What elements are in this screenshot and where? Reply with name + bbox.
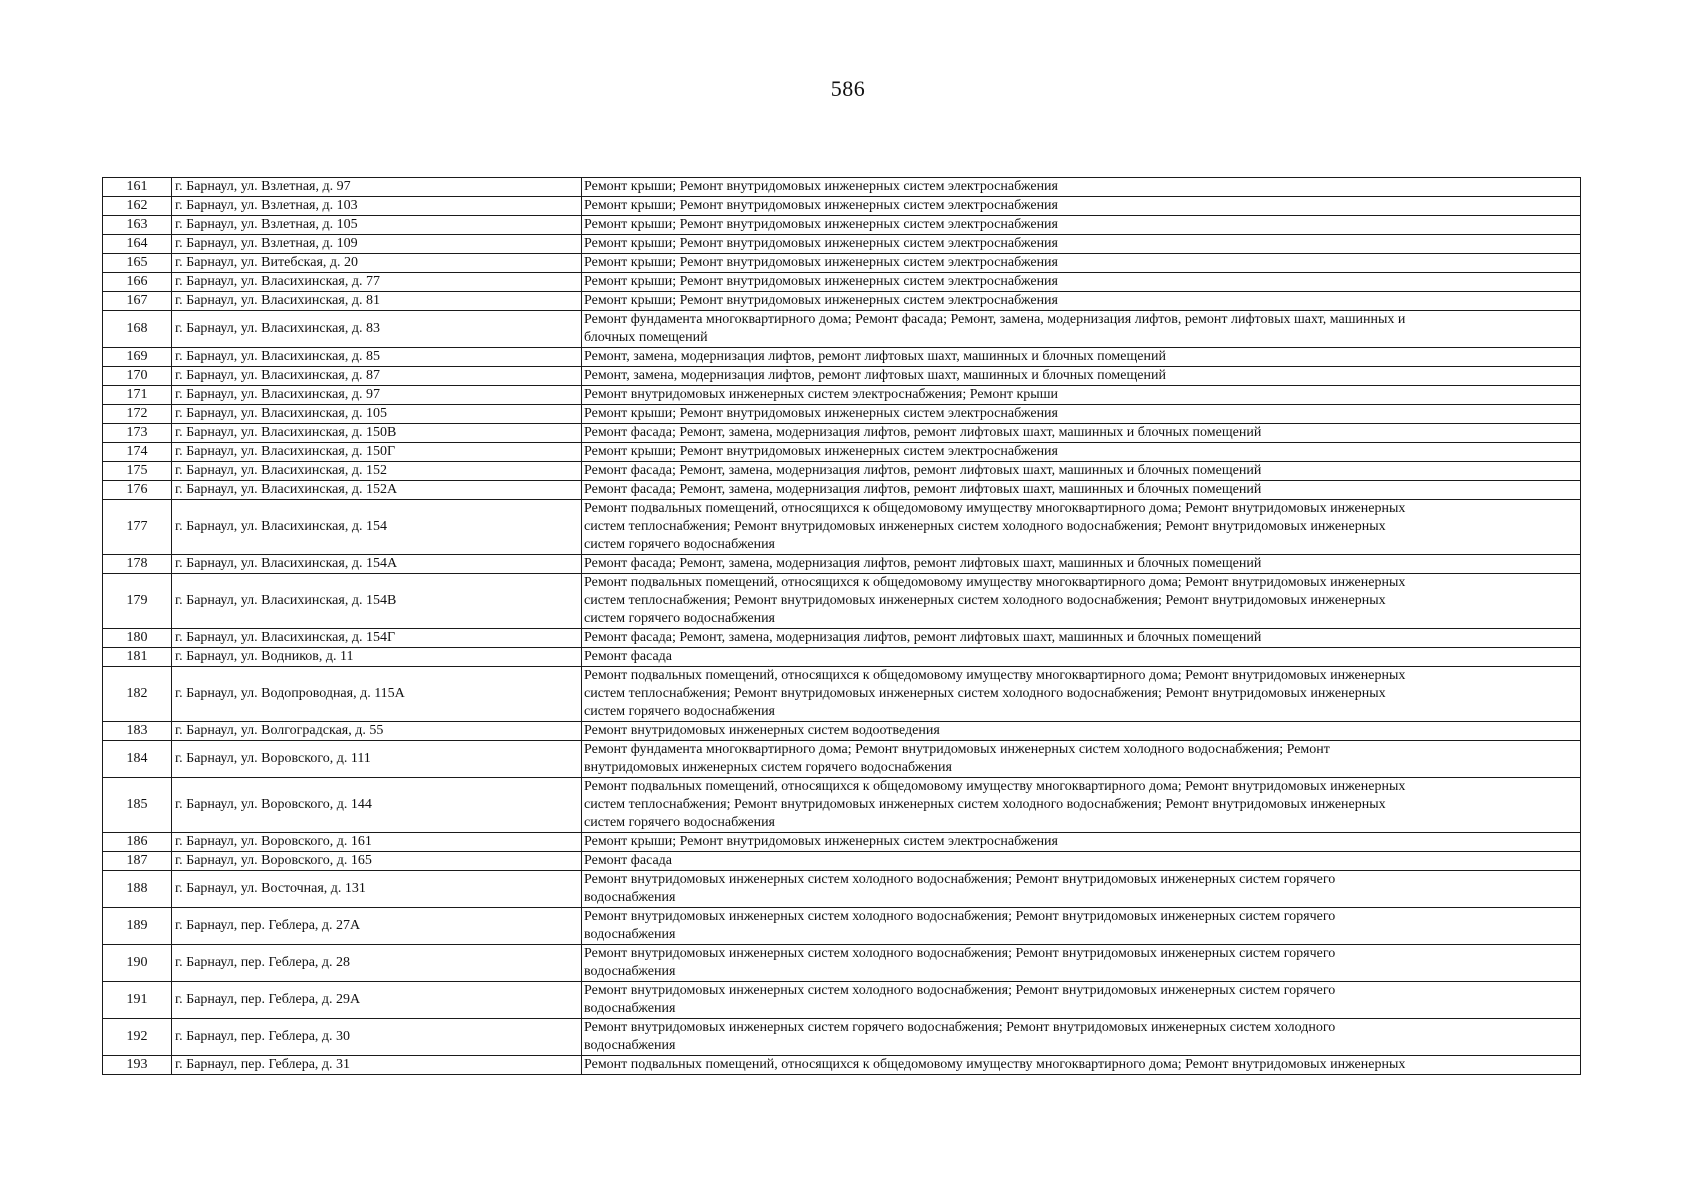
address-cell: г. Барнаул, ул. Взлетная, д. 105 [172,216,582,235]
address-cell: г. Барнаул, пер. Геблера, д. 28 [172,945,582,982]
row-number: 174 [103,443,172,462]
works-cell [582,982,1581,1019]
row-number: 180 [103,629,172,648]
registry-table-body [103,178,1581,1075]
works-line: водоснабжения [584,890,676,905]
address-cell: г. Барнаул, ул. Воровского, д. 165 [172,852,582,871]
table-row [103,908,1581,945]
row-number: 186 [103,833,172,852]
row-number: 177 [103,500,172,555]
table-row [103,197,1581,216]
works-line: Ремонт, замена, модернизация лифтов, ремонт лифтовых шахт, машинных и блочных помещений [584,368,1166,383]
works-line: водоснабжения [584,1038,676,1053]
table-row [103,424,1581,443]
row-number: 188 [103,871,172,908]
row-number: 182 [103,667,172,722]
works-line: систем теплоснабжения; Ремонт внутридомовых инженерных систем холодного водоснабжения; Ремонт внутридомовых инженерных [584,519,1386,534]
row-number: 170 [103,367,172,386]
works-line: Ремонт крыши; Ремонт внутридомовых инженерных систем электроснабжения [584,444,1058,459]
table-row [103,722,1581,741]
works-line: Ремонт внутридомовых инженерных систем водоотведения [584,723,940,738]
row-number: 165 [103,254,172,273]
table-row [103,254,1581,273]
works-cell [582,871,1581,908]
table-row [103,741,1581,778]
works-cell [582,908,1581,945]
row-number: 187 [103,852,172,871]
table-row [103,945,1581,982]
works-line: Ремонт фасада; Ремонт, замена, модернизация лифтов, ремонт лифтовых шахт, машинных и блочных помещений [584,630,1262,645]
works-cell [582,833,1581,852]
address-cell: г. Барнаул, ул. Воровского, д. 111 [172,741,582,778]
address-cell: г. Барнаул, ул. Взлетная, д. 103 [172,197,582,216]
address-cell: г. Барнаул, ул. Власихинская, д. 87 [172,367,582,386]
works-line: Ремонт крыши; Ремонт внутридомовых инженерных систем электроснабжения [584,406,1058,421]
table-row [103,648,1581,667]
works-cell [582,273,1581,292]
address-cell: г. Барнаул, ул. Власихинская, д. 81 [172,292,582,311]
works-line: Ремонт внутридомовых инженерных систем электроснабжения; Ремонт крыши [584,387,1058,402]
works-line: Ремонт крыши; Ремонт внутридомовых инженерных систем электроснабжения [584,255,1058,270]
row-number: 183 [103,722,172,741]
address-cell: г. Барнаул, ул. Власихинская, д. 154 [172,500,582,555]
address-cell: г. Барнаул, ул. Власихинская, д. 152 [172,462,582,481]
address-cell: г. Барнаул, ул. Власихинская, д. 97 [172,386,582,405]
works-line: блочных помещений [584,330,708,345]
row-number: 163 [103,216,172,235]
works-line: Ремонт фундамента многоквартирного дома; Ремонт внутридомовых инженерных систем холодного водоснабжения; Ремонт [584,742,1330,757]
address-cell: г. Барнаул, ул. Власихинская, д. 83 [172,311,582,348]
works-cell [582,216,1581,235]
works-line: Ремонт фасада [584,853,673,868]
row-number: 175 [103,462,172,481]
table-row [103,481,1581,500]
row-number: 185 [103,778,172,833]
address-cell: г. Барнаул, пер. Геблера, д. 30 [172,1019,582,1056]
works-line: Ремонт крыши; Ремонт внутридомовых инженерных систем электроснабжения [584,293,1058,308]
table-row [103,500,1581,555]
row-number: 168 [103,311,172,348]
works-cell [582,945,1581,982]
page-number: 586 [830,76,866,101]
address-cell: г. Барнаул, пер. Геблера, д. 27А [172,908,582,945]
row-number: 191 [103,982,172,1019]
table-row [103,574,1581,629]
works-line: систем горячего водоснабжения [584,704,775,719]
table-row [103,367,1581,386]
works-line: Ремонт подвальных помещений, относящихся к общедомовому имуществу многоквартирного дома; Ремонт внутридомовых инженерных [584,501,1406,516]
table-row [103,273,1581,292]
works-line: Ремонт фундамента многоквартирного дома; Ремонт фасада; Ремонт, замена, модернизация лифтов, ремонт лифтовых шахт, машинных и [584,312,1406,327]
table-row [103,1056,1581,1075]
works-line: Ремонт крыши; Ремонт внутридомовых инженерных систем электроснабжения [584,236,1058,251]
works-line: Ремонт подвальных помещений, относящихся к общедомовому имуществу многоквартирного дома; Ремонт внутридомовых инженерных [584,779,1406,794]
works-cell [582,405,1581,424]
address-cell: г. Барнаул, ул. Власихинская, д. 152А [172,481,582,500]
table-row [103,833,1581,852]
row-number: 176 [103,481,172,500]
works-cell [582,348,1581,367]
works-line: Ремонт крыши; Ремонт внутридомовых инженерных систем электроснабжения [584,198,1058,213]
works-line: Ремонт подвальных помещений, относящихся к общедомовому имуществу многоквартирного дома; Ремонт внутридомовых инженерных [584,575,1406,590]
works-cell [582,197,1581,216]
works-cell [582,178,1581,197]
works-cell [582,367,1581,386]
row-number: 164 [103,235,172,254]
address-cell: г. Барнаул, ул. Власихинская, д. 85 [172,348,582,367]
works-cell [582,629,1581,648]
address-cell: г. Барнаул, ул. Власихинская, д. 77 [172,273,582,292]
works-line: Ремонт крыши; Ремонт внутридомовых инженерных систем электроснабжения [584,274,1058,289]
address-cell: г. Барнаул, ул. Воровского, д. 144 [172,778,582,833]
row-number: 173 [103,424,172,443]
works-cell [582,1056,1581,1075]
table-row [103,462,1581,481]
works-cell [582,741,1581,778]
registry-table [102,177,1581,1075]
row-number: 179 [103,574,172,629]
address-cell: г. Барнаул, ул. Водников, д. 11 [172,648,582,667]
works-line: Ремонт внутридомовых инженерных систем горячего водоснабжения; Ремонт внутридомовых инженерных систем холодного [584,1020,1336,1035]
works-cell [582,852,1581,871]
works-line: Ремонт подвальных помещений, относящихся к общедомовому имуществу многоквартирного дома; Ремонт внутридомовых инженерных [584,1057,1406,1072]
row-number: 178 [103,555,172,574]
works-line: Ремонт внутридомовых инженерных систем холодного водоснабжения; Ремонт внутридомовых инженерных систем горячего [584,946,1336,961]
row-number: 162 [103,197,172,216]
table-row [103,871,1581,908]
address-cell: г. Барнаул, ул. Взлетная, д. 109 [172,235,582,254]
works-cell [582,235,1581,254]
works-line: водоснабжения [584,964,676,979]
works-line: Ремонт крыши; Ремонт внутридомовых инженерных систем электроснабжения [584,179,1058,194]
works-line: Ремонт фасада [584,649,673,664]
works-line: Ремонт фасада; Ремонт, замена, модернизация лифтов, ремонт лифтовых шахт, машинных и блочных помещений [584,556,1262,571]
works-cell [582,722,1581,741]
works-cell [582,254,1581,273]
works-line: Ремонт крыши; Ремонт внутридомовых инженерных систем электроснабжения [584,217,1058,232]
table-row [103,178,1581,197]
works-line: систем горячего водоснабжения [584,815,775,830]
address-cell: г. Барнаул, ул. Водопроводная, д. 115А [172,667,582,722]
row-number: 181 [103,648,172,667]
address-cell: г. Барнаул, ул. Взлетная, д. 97 [172,178,582,197]
row-number: 190 [103,945,172,982]
works-cell [582,555,1581,574]
works-line: Ремонт внутридомовых инженерных систем холодного водоснабжения; Ремонт внутридомовых инженерных систем горячего [584,909,1336,924]
table-row [103,778,1581,833]
table-row [103,386,1581,405]
table-row [103,311,1581,348]
table-row [103,1019,1581,1056]
works-cell [582,292,1581,311]
works-line: водоснабжения [584,927,676,942]
works-cell [582,424,1581,443]
works-cell [582,462,1581,481]
table-row [103,982,1581,1019]
row-number: 172 [103,405,172,424]
address-cell: г. Барнаул, ул. Воровского, д. 161 [172,833,582,852]
works-line: Ремонт внутридомовых инженерных систем холодного водоснабжения; Ремонт внутридомовых инженерных систем горячего [584,872,1336,887]
address-cell: г. Барнаул, пер. Геблера, д. 29А [172,982,582,1019]
address-cell: г. Барнаул, ул. Власихинская, д. 105 [172,405,582,424]
works-cell [582,443,1581,462]
address-cell: г. Барнаул, ул. Власихинская, д. 154Г [172,629,582,648]
table-row [103,629,1581,648]
row-number: 169 [103,348,172,367]
address-cell: г. Барнаул, ул. Власихинская, д. 150В [172,424,582,443]
works-line: Ремонт фасада; Ремонт, замена, модернизация лифтов, ремонт лифтовых шахт, машинных и блочных помещений [584,482,1262,497]
works-cell [582,500,1581,555]
works-line: Ремонт крыши; Ремонт внутридомовых инженерных систем электроснабжения [584,834,1058,849]
address-cell: г. Барнаул, ул. Власихинская, д. 154А [172,555,582,574]
works-line: внутридомовых инженерных систем горячего водоснабжения [584,760,952,775]
row-number: 166 [103,273,172,292]
table-row [103,292,1581,311]
table-row [103,405,1581,424]
works-line: систем горячего водоснабжения [584,537,775,552]
works-cell [582,574,1581,629]
works-line: Ремонт подвальных помещений, относящихся к общедомовому имуществу многоквартирного дома; Ремонт внутридомовых инженерных [584,668,1406,683]
table-row [103,852,1581,871]
table-row [103,667,1581,722]
row-number: 167 [103,292,172,311]
row-number: 184 [103,741,172,778]
works-line: Ремонт, замена, модернизация лифтов, ремонт лифтовых шахт, машинных и блочных помещений [584,349,1166,364]
table-row [103,216,1581,235]
address-cell: г. Барнаул, ул. Восточная, д. 131 [172,871,582,908]
works-cell [582,1019,1581,1056]
works-line: систем теплоснабжения; Ремонт внутридомовых инженерных систем холодного водоснабжения; Ремонт внутридомовых инженерных [584,686,1386,701]
works-cell [582,778,1581,833]
works-line: систем теплоснабжения; Ремонт внутридомовых инженерных систем холодного водоснабжения; Ремонт внутридомовых инженерных [584,797,1386,812]
works-line: Ремонт фасада; Ремонт, замена, модернизация лифтов, ремонт лифтовых шахт, машинных и блочных помещений [584,425,1262,440]
row-number: 189 [103,908,172,945]
row-number: 193 [103,1056,172,1075]
address-cell: г. Барнаул, ул. Волгоградская, д. 55 [172,722,582,741]
table-row [103,443,1581,462]
works-line: водоснабжения [584,1001,676,1016]
table-row [103,348,1581,367]
works-line: систем горячего водоснабжения [584,611,775,626]
address-cell: г. Барнаул, пер. Геблера, д. 31 [172,1056,582,1075]
works-cell [582,386,1581,405]
row-number: 192 [103,1019,172,1056]
works-line: Ремонт внутридомовых инженерных систем холодного водоснабжения; Ремонт внутридомовых инженерных систем горячего [584,983,1336,998]
row-number: 161 [103,178,172,197]
works-cell [582,667,1581,722]
works-cell [582,648,1581,667]
works-cell [582,311,1581,348]
table-row [103,235,1581,254]
works-cell [582,481,1581,500]
works-line: Ремонт фасада; Ремонт, замена, модернизация лифтов, ремонт лифтовых шахт, машинных и блочных помещений [584,463,1262,478]
table-row [103,555,1581,574]
row-number: 171 [103,386,172,405]
works-line: систем теплоснабжения; Ремонт внутридомовых инженерных систем холодного водоснабжения; Ремонт внутридомовых инженерных [584,593,1386,608]
address-cell: г. Барнаул, ул. Власихинская, д. 150Г [172,443,582,462]
address-cell: г. Барнаул, ул. Власихинская, д. 154В [172,574,582,629]
address-cell: г. Барнаул, ул. Витебская, д. 20 [172,254,582,273]
